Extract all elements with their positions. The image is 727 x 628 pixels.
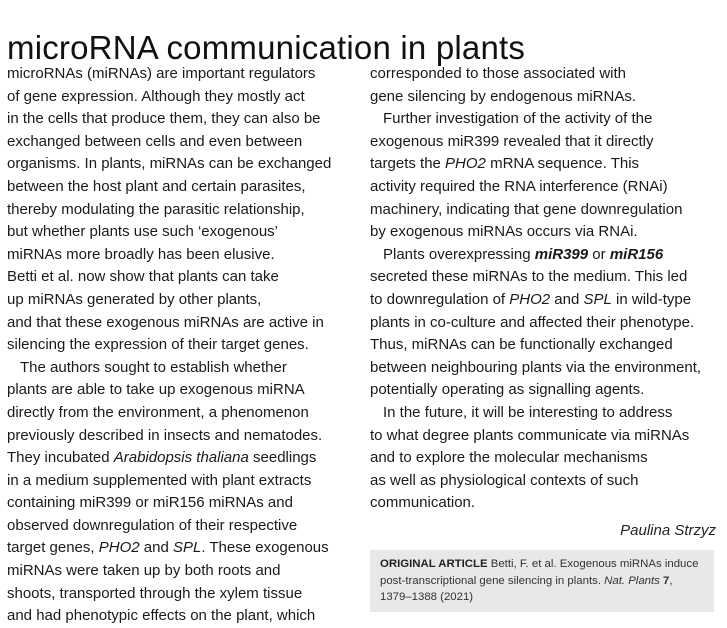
text-line: organisms. In plants, miRNAs can be exchanged [7,155,332,173]
right-column [370,63,720,515]
text-line: activity required the RNA interference (RNAi) [370,177,668,195]
text-line: exchanged between cells and even between [7,132,303,150]
text-line: observed downregulation of their respective [7,516,298,534]
text-line: by exogenous miRNAs occurs via RNAi. [370,223,638,241]
text-line: plants in co-culture and affected their phenotype. [370,313,695,331]
text-line: target genes, PHO2 and SPL. These exogenous [7,539,329,557]
text-line: and that these exogenous miRNAs are active in [7,313,324,331]
text-line: to downregulation of PHO2 and SPL in wild-type [370,290,692,308]
text-line: The authors sought to establish whether [20,358,287,376]
text-line: as well as physiological contexts of such [370,471,639,489]
text-line: Thus, miRNAs can be functionally exchanged [370,336,673,354]
text-line: and to explore the molecular mechanisms [370,449,648,467]
author-name: Paulina Strzyz [620,522,716,539]
text-line: microRNAs (miRNAs) are important regulators [7,65,316,82]
text-line: miRNAs more broadly has been elusive. [7,245,275,263]
text-line: containing miR399 or miR156 miRNAs and [7,494,293,512]
text-line: targets the PHO2 mRNA sequence. This [370,155,640,173]
reference-line-2 [380,573,714,590]
text-line: exogenous miR399 revealed that it directly [370,132,654,150]
reference-line-1 [380,556,714,573]
text-line: plants are able to take up exogenous miRNA [7,381,305,399]
left-column [7,63,352,628]
text-line: between the host plant and certain parasites, [7,177,306,195]
text-line: Further investigation of the activity of the [383,110,653,128]
text-line: to what degree plants communicate via miRNAs [370,426,690,444]
text-line: machinery, indicating that gene downregulation [370,200,683,218]
text-line: up miRNAs generated by other plants, [7,290,262,308]
reference-label: ORIGINAL ARTICLE [380,558,488,570]
text-line: gene silencing by endogenous miRNAs. [370,87,636,105]
reference-text: Betti, F. et al. Exogenous miRNAs induce [487,558,699,570]
text-line: potentially operating as signalling agents. [370,381,645,399]
text-line: They incubated Arabidopsis thaliana seedlings [7,449,317,467]
text-line: in a medium supplemented with plant extracts [7,471,312,489]
reference-journal: Nat. Plants [604,574,660,587]
text-line: secreted these miRNAs to the medium. This led [370,268,688,286]
reference-text: post-transcriptional gene silencing in plants. [380,574,605,587]
text-line: directly from the environment, a phenomenon [7,403,309,421]
text-line: miRNAs were taken up by both roots and [7,562,281,580]
article-title: microRNA communication in plants [7,29,526,67]
text-line: shoots, transported through the xylem tissue [7,584,303,602]
text-line: in the cells that produce them, they can also be [7,110,321,128]
text-line: thereby modulating the parasitic relationship, [7,200,305,218]
text-line: previously described in insects and nematodes. [7,426,323,444]
text-line: communication. [370,494,476,512]
text-line: of gene expression. Although they mostly act [7,87,305,105]
reference-volume: 7 [659,574,670,587]
reference-pages: 1379–1388 (2021) [380,591,474,603]
reference-text: , [669,574,673,587]
original-article-box [370,550,714,612]
text-line: but whether plants use such ‘exogenous’ [7,223,279,241]
text-line: silencing the expression of their target genes. [7,336,309,354]
text-line: Betti et al. now show that plants can take [7,268,279,286]
text-line: Plants overexpressing miR399 or miR156 [383,245,664,263]
text-line: corresponded to those associated with [370,65,626,82]
reference-line-3 [380,589,714,606]
text-line: between neighbouring plants via the environment, [370,358,702,376]
text-line: In the future, it will be interesting to address [383,403,673,421]
text-line: and had phenotypic effects on the plant, which [7,607,316,625]
